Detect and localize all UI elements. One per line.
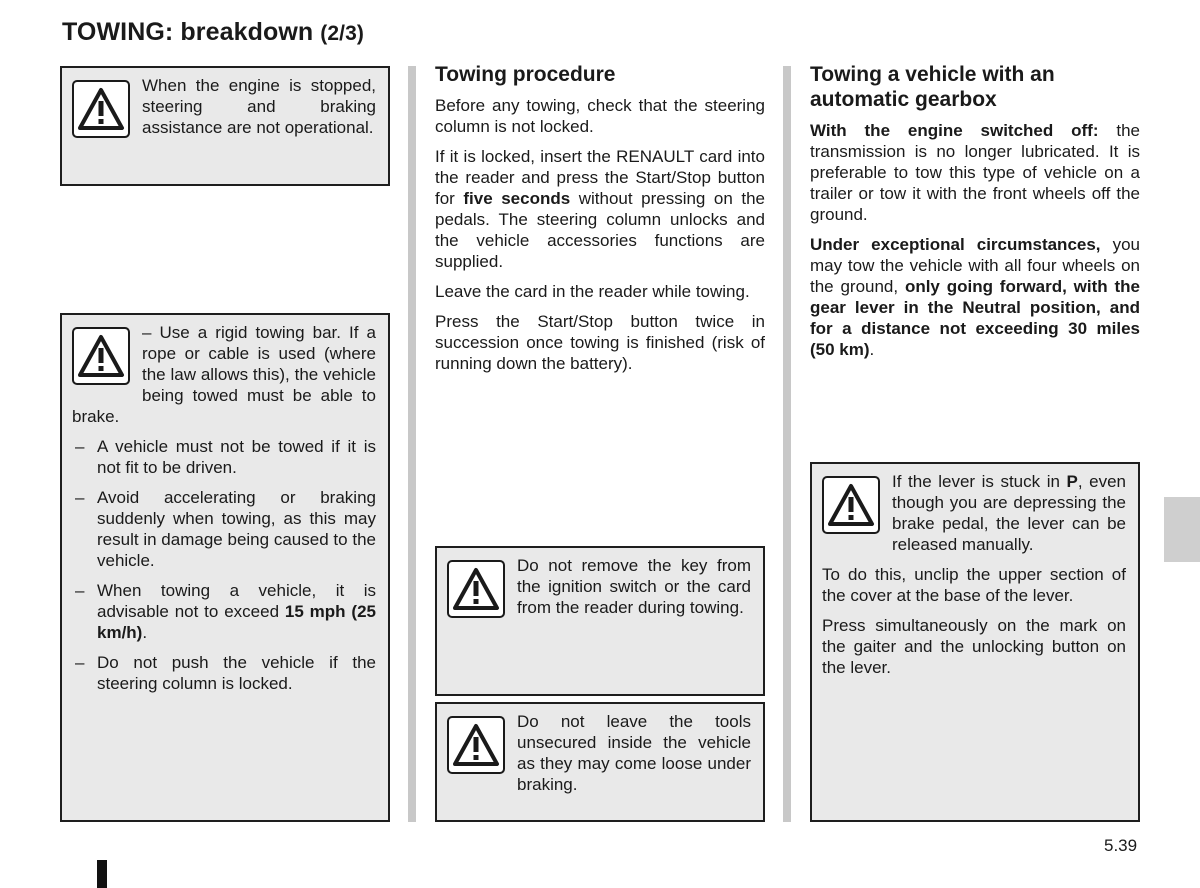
p1-bold: With the engine switched off: (810, 121, 1099, 140)
p2-end: without pressing on the pedals. The steering column unlocks and the vehicle accessories functions are supplied. (435, 189, 765, 271)
towing-procedure-p1: Before any towing, check that the steering column is not locked. (435, 96, 765, 136)
warning-tools-text: Do not leave the tools unsecured inside the vehicle as they may come loose under braking. (517, 712, 751, 794)
page-title-text: TOWING: breakdown (62, 18, 314, 46)
warning-lever-p3: Press simultaneously on the mark on the gaiter and the unlocking button on the lever. (822, 616, 1126, 677)
list-item-text: Do not push the vehicle if the steering column is locked. (97, 653, 376, 693)
list-item-text: A vehicle must not be towed if it is not fit to be driven. (97, 437, 376, 477)
list-item: – When towing a vehicle, it is advisable not to exceed 15 mph (25 km/h). (75, 581, 376, 642)
warning-triangle-icon (72, 327, 130, 385)
list-item: – Avoid accelerating or braking suddenly when towing, as this may result in damage being caused to the vehicle. (75, 488, 376, 570)
p2-bold-a: Under exceptional circumstances, (810, 235, 1101, 254)
section-thumb-tab (1164, 497, 1200, 562)
towing-procedure-p4: Press the Start/Stop button twice in succession once towing is finished (risk of running down the battery). (435, 312, 765, 373)
p2-bold: five seconds (463, 189, 571, 208)
page-title (62, 18, 364, 47)
p2-bold-b: only going forward, with the gear lever in the Neutral position, and for a distance not exceeding 30 miles (50 km) (810, 277, 1140, 359)
warning-key-box (435, 546, 765, 696)
lead-end: , even though you are depressing the brake pedal, the lever can be released manually. (892, 472, 1126, 554)
towing-procedure-section (435, 62, 765, 383)
p2-end: . (869, 340, 875, 359)
page-number: 5.39 (1104, 836, 1138, 855)
warning-towing-bar-lead: – Use a rigid towing bar. If a rope or cable is used (where the law allows this), the vehicle being towed must be able to brake. (72, 323, 376, 426)
warning-engine-box (60, 66, 390, 186)
margin-mark (97, 860, 107, 888)
warning-triangle-icon (447, 716, 505, 774)
warning-engine-text: When the engine is stopped, steering and braking assistance are not operational. (142, 76, 376, 137)
p2-start: If it is locked, insert the RENAULT card into the reader and press the Start/Stop button for (435, 147, 765, 208)
warning-key-text: Do not remove the key from the ignition switch or the card from the reader during towing. (517, 556, 751, 617)
warning-towing-bar-box (60, 313, 390, 822)
column-rule-right (783, 66, 791, 822)
towing-procedure-heading: Towing procedure (435, 63, 616, 86)
towing-rules-list (72, 436, 376, 694)
warning-tools-box (435, 702, 765, 822)
towing-procedure-p2 (435, 146, 765, 272)
automatic-gearbox-p2 (810, 234, 1140, 360)
p1-rest: the transmission is no longer lubricated. It is preferable to tow this type of vehicle on a trailer or tow it with the front wheels off the ground. (810, 121, 1140, 224)
list-item-text: When towing a vehicle, it is advisable not to exceed (97, 581, 376, 621)
automatic-gearbox-section (810, 62, 1140, 369)
towing-procedure-p3: Leave the card in the reader while towing. (435, 282, 750, 301)
p2-mid: you may tow the vehicle with all four wheels on the ground, (810, 235, 1140, 296)
list-item-text: Avoid accelerating or braking suddenly when towing, as this may result in damage being caused to the vehicle. (97, 488, 376, 570)
page-title-part: (2/3) (320, 22, 364, 45)
warning-triangle-icon (822, 476, 880, 534)
automatic-gearbox-p1 (810, 120, 1140, 225)
automatic-gearbox-heading: Towing a vehicle with an automatic gearbox (810, 63, 1055, 111)
warning-triangle-icon (72, 80, 130, 138)
warning-lever-box (810, 462, 1140, 822)
column-rule-left (408, 66, 416, 822)
warning-lever-p2: To do this, unclip the upper section of the cover at the base of the lever. (822, 565, 1126, 605)
list-item: – Do not push the vehicle if the steering column is locked. (75, 653, 376, 693)
speed-limit: 15 mph (25 km/h) (97, 602, 376, 642)
park-position: P (1066, 472, 1078, 491)
list-item-end: . (142, 623, 148, 642)
warning-triangle-icon (447, 560, 505, 618)
list-item: – A vehicle must not be towed if it is not fit to be driven. (75, 437, 376, 477)
lead-start: If the lever is stuck in (892, 472, 1067, 491)
